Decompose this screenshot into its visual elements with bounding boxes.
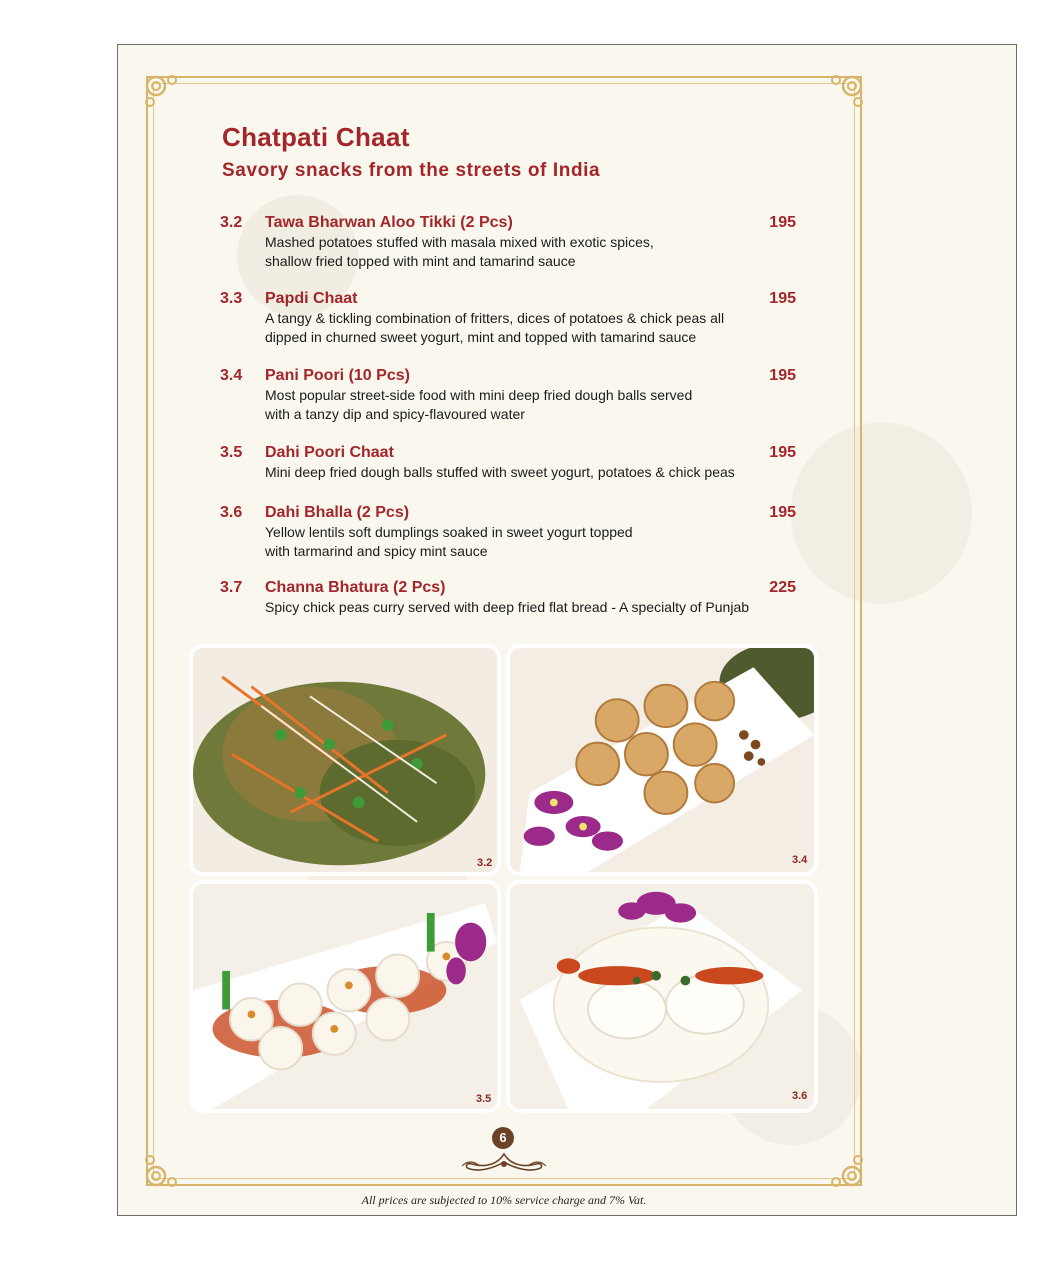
pani-poori-photo [506, 644, 818, 876]
page-title: Chatpati Chaat [222, 122, 410, 152]
item-price: 195 [769, 367, 796, 384]
item-name: Tawa Bharwan Aloo Tikki (2 Pcs) [265, 214, 513, 231]
photo-tag: 3.2 [477, 857, 493, 869]
item-price: 195 [769, 504, 796, 521]
item-price: 225 [769, 579, 796, 596]
menu-item [220, 366, 800, 424]
item-price: 195 [769, 444, 796, 461]
price-footnote: All prices are subjected to 10% service charge and 7% Vat. [361, 1193, 647, 1207]
page-subtitle: Savory snacks from the streets of India [222, 160, 601, 181]
dahi-bhalla-photo [506, 880, 818, 1113]
photo-tag: 3.4 [792, 854, 808, 866]
page-number-badge: 6 [492, 1127, 514, 1149]
photo-tag: 3.6 [792, 1090, 808, 1102]
item-price: 195 [769, 214, 796, 231]
item-description: Most popular street-side food with mini deep fried dough balls served with a tanzy dip and spicy-flavoured water [265, 387, 693, 422]
item-number: 3.7 [220, 579, 243, 596]
menu-item [220, 289, 800, 347]
item-description: Spicy chick peas curry served with deep fried flat bread - A specialty of Punjab [265, 599, 750, 615]
dahi-poori-photo [189, 880, 501, 1113]
item-number: 3.3 [220, 290, 243, 307]
item-price: 195 [769, 290, 796, 307]
corner-ornament-icon [142, 1150, 182, 1190]
item-name: Channa Bhatura (2 Pcs) [265, 579, 446, 596]
item-name: Papdi Chaat [265, 290, 358, 307]
item-name: Pani Poori (10 Pcs) [265, 367, 410, 384]
flourish-ornament-icon [460, 1150, 548, 1174]
item-number: 3.2 [220, 214, 243, 231]
menu-item [220, 503, 800, 561]
item-number: 3.5 [220, 444, 243, 461]
menu-item [220, 578, 800, 617]
menu-item [220, 443, 800, 482]
item-name: Dahi Bhalla (2 Pcs) [265, 504, 410, 521]
photo-tag: 3.5 [476, 1093, 492, 1105]
aloo-tikki-photo [189, 644, 501, 876]
corner-ornament-icon [826, 72, 866, 112]
item-description: Mashed potatoes stuffed with masala mixed with exotic spices, shallow fried topped with mint and tamarind sauce [265, 234, 654, 269]
item-name: Dahi Poori Chaat [265, 444, 394, 461]
item-description: A tangy & tickling combination of fritters, dices of potatoes & chick peas all dipped in churned sweet yogurt, mint and topped with tamarind sauce [265, 310, 725, 345]
item-description: Yellow lentils soft dumplings soaked in sweet yogurt topped with tarmarind and spicy mint sauce [265, 524, 633, 559]
item-description: Mini deep fried dough balls stuffed with sweet yogurt, potatoes & chick peas [265, 464, 735, 480]
corner-ornament-icon [826, 1150, 866, 1190]
item-number: 3.6 [220, 504, 243, 521]
corner-ornament-icon [142, 72, 182, 112]
item-number: 3.4 [220, 367, 243, 384]
menu-item [220, 213, 800, 271]
